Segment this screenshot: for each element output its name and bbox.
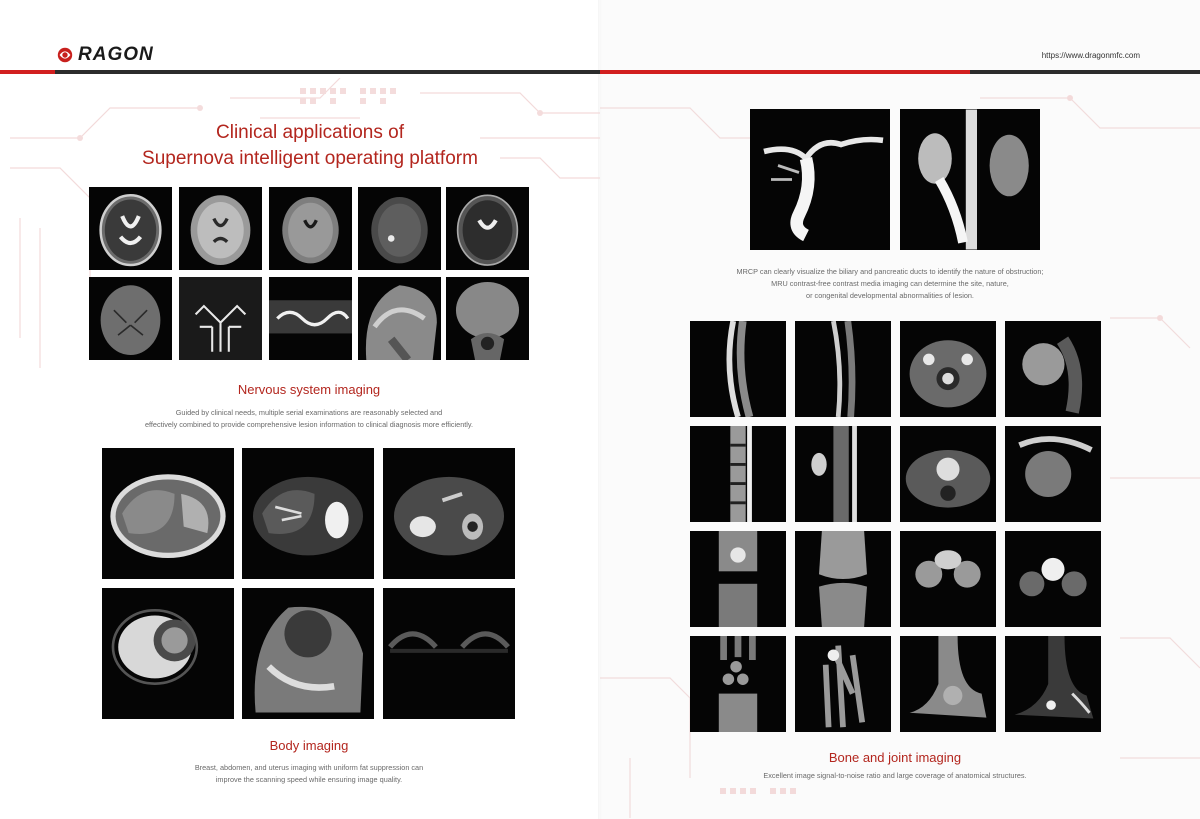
nervous-caption [59, 407, 559, 431]
knee-coronal-pd-image [690, 531, 786, 627]
liver-axial-t2-image [242, 448, 374, 579]
brain-axial-t2-flair-image [446, 187, 529, 270]
dragon-logo [56, 44, 154, 66]
breast-axial-image [383, 588, 515, 719]
mrcp-image [750, 109, 890, 250]
brain-sagittal-t1-image [358, 277, 441, 360]
brain-axial-dwi-image [358, 187, 441, 270]
pelvis-sagittal-t2-image [242, 588, 374, 719]
lumbar-spine-sagittal-stir-image [795, 426, 891, 522]
nervous-heading: Nervous system imaging [237, 382, 381, 397]
knee-coronal-t1-image [795, 531, 891, 627]
title-line-2: Supernova intelligent operating platform [142, 148, 478, 169]
hand-coronal-image [795, 636, 891, 732]
ankle-sagittal-t1-image [900, 636, 996, 732]
title-line-1: Clinical applications of [216, 122, 404, 143]
page-title [60, 120, 560, 172]
shoulder-coronal-pd-image [1005, 426, 1101, 522]
body-heading: Body imaging [269, 738, 349, 753]
cervical-spine-sagittal-stir-image [795, 321, 891, 417]
shoulder-coronal-image [1005, 321, 1101, 417]
mru-image [900, 109, 1040, 250]
cervical-spine-sagittal-t2-image [690, 321, 786, 417]
mrcp-caption-line-3: or congenital developmental abnormalities of lesion. [806, 291, 974, 300]
bone-heading: Bone and joint imaging [828, 750, 962, 765]
bone-caption: Excellent image signal-to-noise ratio and large coverage of anatomical structures. [763, 771, 1027, 780]
logo-text: RAGON [78, 44, 154, 65]
brain-axial-flair-image [269, 187, 352, 270]
mrcp-caption-line-1: MRCP can clearly visualize the biliary and pancreatic ducts to identify the nature of obstruction; [736, 267, 1044, 276]
body-caption [59, 762, 559, 786]
abdomen-axial-contrast-image [383, 448, 515, 579]
body-caption-line-1: Breast, abdomen, and uterus imaging with uniform fat suppression can [194, 763, 424, 772]
lumbar-spine-axial-image [900, 426, 996, 522]
nervous-caption-line-1: Guided by clinical needs, multiple serial examinations are reasonably selected and [175, 408, 443, 417]
header-bar-right-dark [970, 70, 1200, 74]
liver-axial-t1-image [102, 448, 234, 579]
lumbar-spine-sagittal-t2-image [690, 426, 786, 522]
brain-swi-image [89, 277, 172, 360]
cervical-spine-axial-image [900, 321, 996, 417]
brain-coronal-mra-image [269, 277, 352, 360]
dragon-logo-icon [56, 46, 74, 64]
website-url[interactable]: https://www.dragonmfc.com [1041, 51, 1140, 60]
pelvis-axial-t2-image [102, 588, 234, 719]
body-caption-line-2: improve the scanning speed while ensuring image quality. [215, 775, 403, 784]
mrcp-caption-line-2: MRU contrast-free contrast media imaging can determine the site, nature, [771, 279, 1009, 288]
header-bar-right [600, 70, 970, 74]
wrist-coronal-image [690, 636, 786, 732]
page-spine [598, 0, 602, 819]
brain-coronal-t1-image [446, 277, 529, 360]
brain-axial-t1-image [179, 187, 262, 270]
nervous-caption-line-2: effectively combined to provide comprehensive lesion information to clinical diagnosis more efficiently. [144, 420, 474, 429]
hip-coronal-stir-image [1005, 531, 1101, 627]
brain-axial-t2-image [89, 187, 172, 270]
mrcp-caption [660, 266, 1120, 302]
brain-mra-image [179, 277, 262, 360]
hip-coronal-image [900, 531, 996, 627]
header-bar-left-dark [55, 70, 600, 74]
header-bar-left [0, 70, 55, 74]
ankle-sagittal-stir-image [1005, 636, 1101, 732]
